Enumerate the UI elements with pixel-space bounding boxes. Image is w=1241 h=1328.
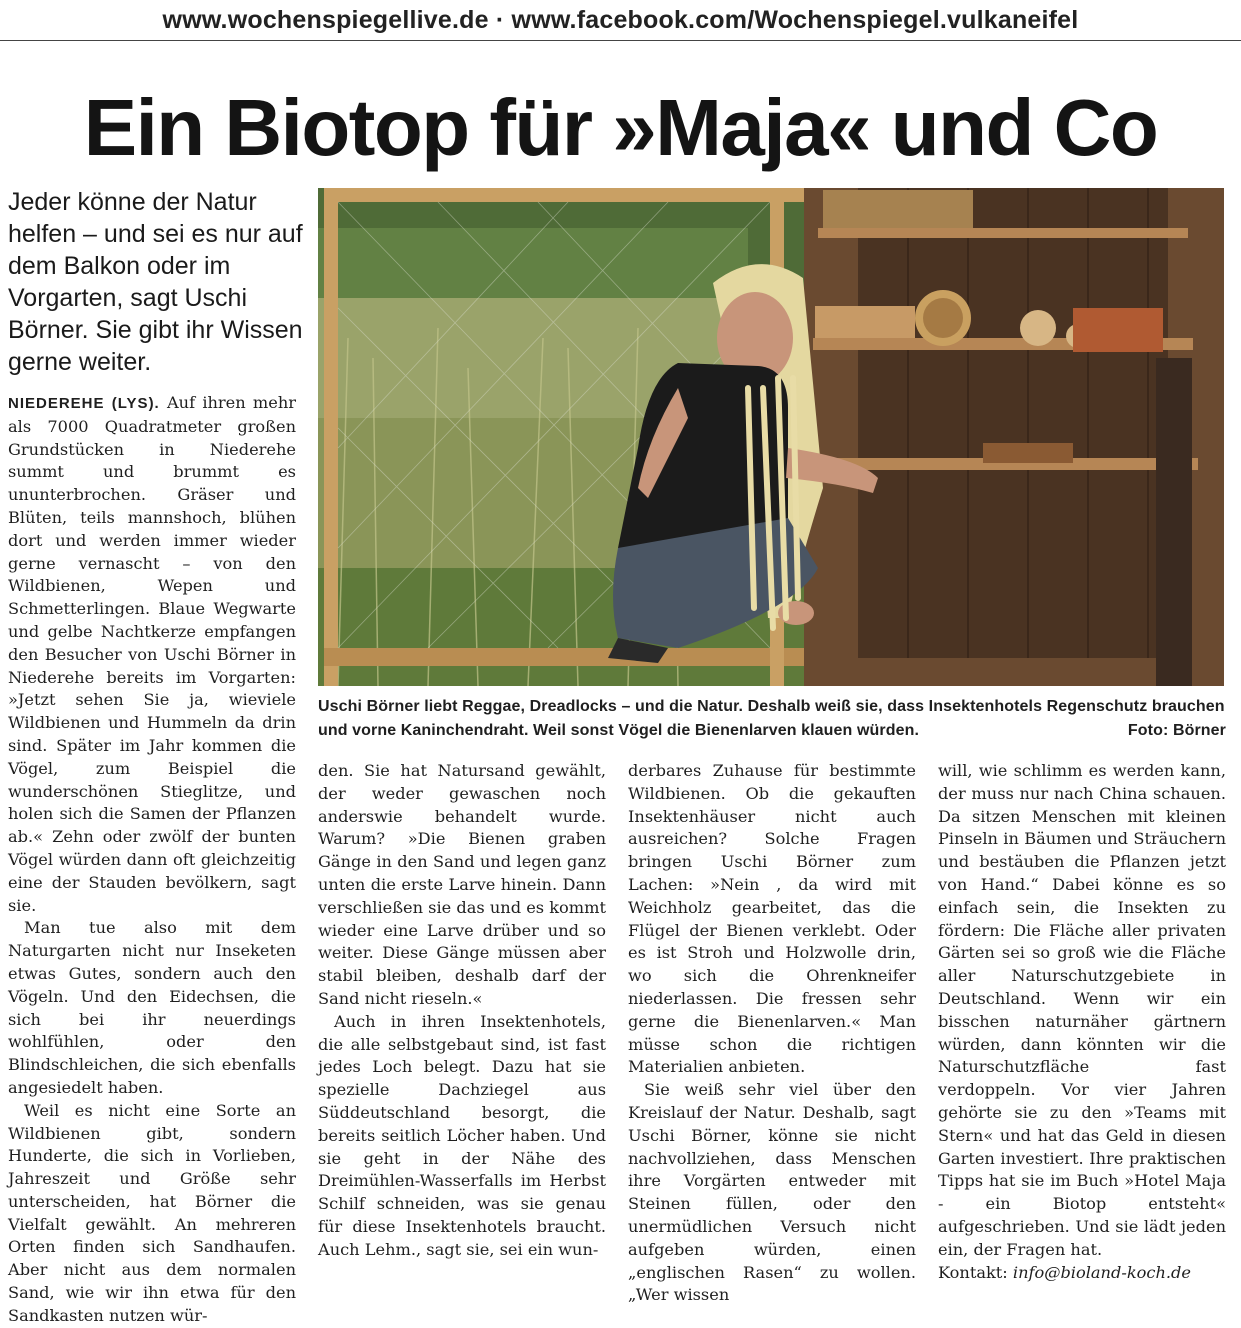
column-3-paragraph: derbares Zuhause für bestimmte Wildbienen. Ob die gekauften Insektenhäuser nicht auch ausreichen? Solche Fragen bringen Uschi Börner zum Lachen: »Nein , da wird mit Weichholz gearbeitet, das die Flügel der Bienen verklebt. Oder es ist Stroh und Holzwolle drin, wo sich die Ohrenkneifer niederlassen. Die fressen sehr gerne die Bienenlarven.« Man müsse schon die richtigen Materialien anbieten. bbox=[628, 761, 916, 1077]
article-column-3 bbox=[628, 760, 916, 1307]
article-column-4 bbox=[938, 760, 1226, 1284]
column-1-paragraph: Man tue also mit dem Naturgarten nicht nur Inseketen etwas Gutes, sondern auch den Vögeln. Und den Eidechsen, die sich bei ihr neuerdings wohlfühlen, oder den Blindschleichen, die sich ebenfalls angesiedelt haben. bbox=[8, 918, 296, 1097]
photo-caption bbox=[318, 695, 1226, 743]
column-2-paragraph: Auch in ihren Insektenhotels, die alle selbstgebaut sind, ist fast jedes Loch belegt. Dazu hat sie spezielle Dachziegel aus Süddeutschland besorgt, die bereits seitlich Löcher haben. Und sie geht in der Nähe des Dreimühlen-Wasserfalls im Herbst Schilf schneiden, was sie genau für diese Insektenhotels braucht. Auch Lehm., sagt sie, sei ein wun- bbox=[318, 1011, 606, 1259]
photo-illustration bbox=[318, 188, 1224, 686]
masthead-urls: www.wochenspiegellive.de · www.facebook.com/Wochenspiegel.vulkaneifel bbox=[0, 0, 1241, 41]
column-4-paragraph: will, wie schlimm es werden kann, der muss nur nach China schauen. Da sitzen Menschen mit kleinen Pinseln in Bäumen und Sträuchern und bestäuben die Pflanzen jetzt von Hand.“ Dabei könne es so einfach sein, die Insekten zu fördern: Die Fläche aller privaten Gärten sei so groß wie die Fläche aller Naturschutzgebiete in Deutschland. Wenn wir ein bisschen naturnäher gärtnern würden, dann könnten wir die Naturschutzfläche fast verdoppeln. Vor vier Jahren gehörte sie zu den »Teams mit Stern« und hat das Geld in diesen Garten investiert. Ihre praktischen Tipps hat sie im Buch »Hotel Maja - ein Biotop entsteht« aufgeschrieben. Und sie lädt jeden ein, der Fragen hat. bbox=[938, 761, 1226, 1259]
caption-text: Uschi Börner liebt Reggae, Dreadlocks – und die Natur. Deshalb weiß sie, dass Insektenhotels Regenschutz brauchen und vorne Kaninchendraht. Weil sonst Vögel die Bienenlarven klauen würden. bbox=[318, 698, 1225, 739]
photo-credit: Foto: Börner bbox=[1127, 722, 1226, 739]
column-1-paragraph bbox=[8, 392, 296, 917]
article-column-2 bbox=[318, 760, 606, 1262]
paragraph-text: Auf ihren mehr als 7000 Quadratmeter großen Grundstücken in Niederehe summt und brummt es ununterbrochen. Gräser und Blüten, teils mannshoch, blühen dort und werden immer wieder gerne vernascht – von den Wildbienen, Wepen und Schmetterlingen. Blaue Wegwarte und gelbe Nachtkerze empfangen den Besucher von Uschi Börner in Niederehe bereits im Vorgarten: »Jetzt sehen Sie ja, wieviele Wildbienen und Hummeln da drin sind. Später im Jahr kommen die Vögel, zum Beispiel die wunderschönen Stieglitze, und holen sich die Samen der Pflanzen ab.« Zehn oder zwölf der bunten Vögel würden dann oft gleichzeitig eine der Stauden bevölkern, sagt sie. bbox=[8, 393, 297, 915]
contact-line bbox=[938, 1262, 1226, 1285]
column-2-paragraph: den. Sie hat Natursand gewählt, der weder gewaschen noch anderswie behandelt wurde. Warum? »Die Bienen graben Gänge in den Sand und legen ganz unten die erste Larve hinein. Dann verschließen sie das und es kommt wieder eine Larve drüber und so weiter. Diese Gänge müssen aber stabil bleiben, deshalb darf der Sand nicht rieseln.« bbox=[318, 761, 606, 1008]
contact-label: Kontakt: bbox=[938, 1262, 1008, 1282]
lead-paragraph: Jeder könne der Natur helfen – und sei es nur auf dem Balkon oder im Vorgarten, sagt Uschi Börner. Sie gibt ihr Wissen gerne weiter. bbox=[8, 188, 303, 376]
article-column-1 bbox=[8, 392, 296, 1328]
article-photo bbox=[318, 188, 1224, 686]
dateline: NIEDEREHE (LYS). bbox=[8, 395, 160, 412]
contact-email-link[interactable]: info@bioland-koch.de bbox=[1012, 1262, 1191, 1282]
headline: Ein Biotop für »Maja« und Co bbox=[83, 83, 1158, 172]
column-1-paragraph: Weil es nicht eine Sorte an Wildbienen gibt, sondern Hunderte, die sich in Vorlieben, Jahreszeit und Größe sehr unterscheiden, hat Börner die Vielfalt gewählt. An mehreren Orten finden sich Sandhaufen. Aber nicht aus dem normalen Sand, wie wir ihn etwa für den Sandkasten nutzen wür- bbox=[8, 1100, 296, 1325]
column-3-paragraph: Sie weiß sehr viel über den Kreislauf der Natur. Deshalb, sagt Uschi Börner, könne sie nicht nachvollziehen, dass Menschen ihre Vorgärten entweder mit Steinen füllen, oder den unermüdlichen Versuch nicht aufgeben würden, einen „englischen Rasen“ zu wollen. „Wer wissen bbox=[628, 1080, 916, 1305]
